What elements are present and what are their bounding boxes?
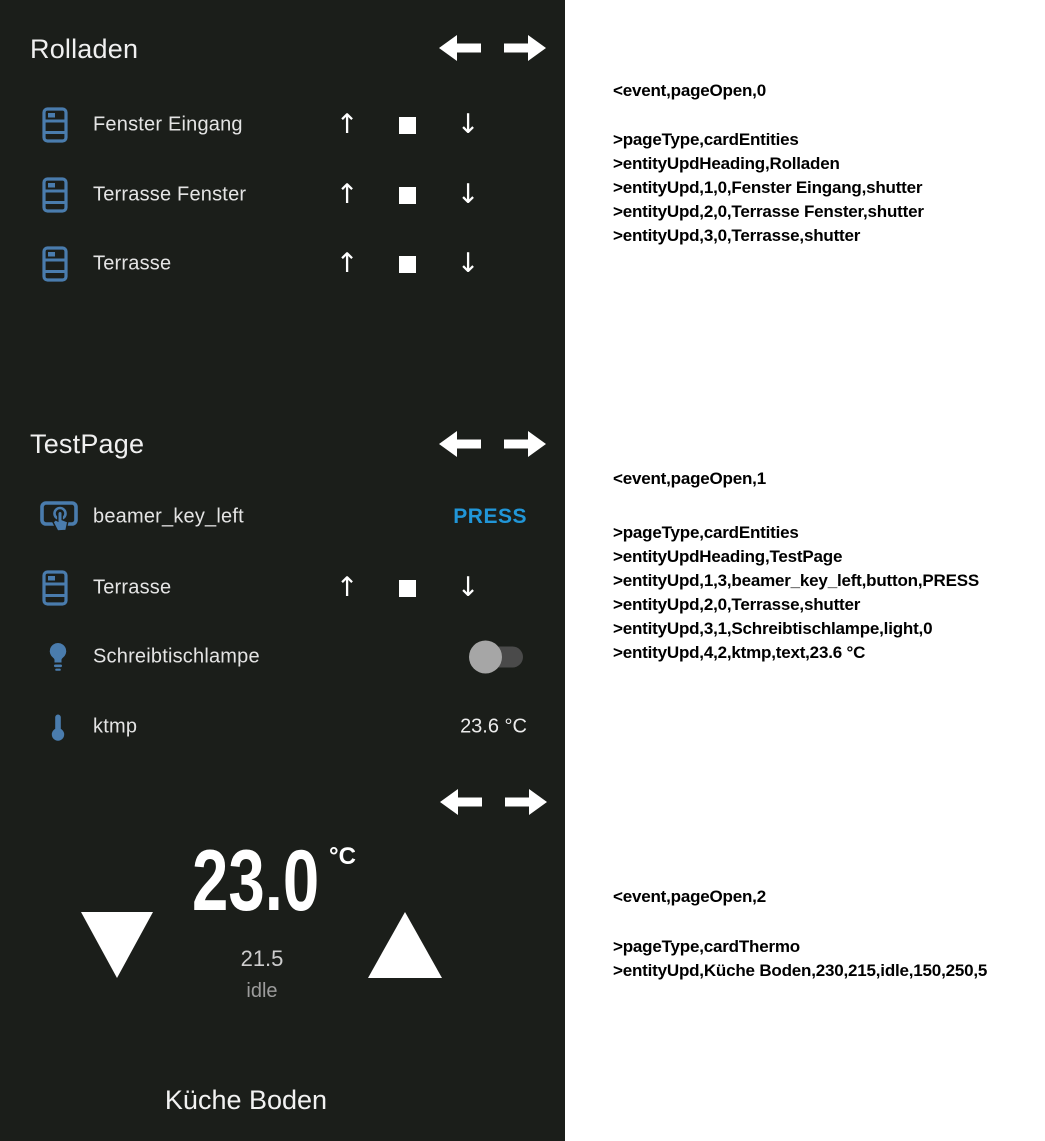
right-arrow-icon — [504, 428, 546, 460]
log-block-page2 — [613, 885, 987, 983]
page-title: TestPage — [30, 429, 145, 459]
touch-button-icon — [40, 500, 80, 534]
log-gap — [613, 491, 979, 521]
thermometer-icon — [51, 713, 65, 741]
shutter-stop-button[interactable] — [390, 571, 424, 605]
shutter-up-button[interactable]: ↑ — [329, 249, 365, 279]
shutter-down-button[interactable]: ↓ — [450, 180, 486, 210]
log-line: >entityUpd,2,0,Terrasse Fenster,shutter — [613, 202, 924, 221]
stop-square-icon — [399, 256, 416, 273]
temperature-value: 23.6 °C — [460, 715, 527, 738]
shutter-icon — [42, 570, 68, 606]
entity-label: Schreibtischlampe — [93, 645, 260, 668]
shutter-up-button[interactable]: ↑ — [329, 110, 365, 140]
shutter-down-button[interactable]: ↓ — [450, 110, 486, 140]
entity-row-fenster-eingang — [0, 90, 565, 160]
target-temperature: 21.5 — [240, 946, 284, 971]
left-arrow-icon — [439, 32, 481, 64]
log-line: >pageType,cardEntities — [613, 523, 799, 542]
entity-label: beamer_key_left — [93, 505, 244, 528]
entity-row-schreibtischlampe — [0, 622, 565, 692]
log-line: >entityUpd,3,0,Terrasse,shutter — [613, 226, 861, 245]
press-button[interactable]: PRESS — [453, 505, 527, 528]
entity-row-terrasse-fenster — [0, 160, 565, 230]
shutter-stop-button[interactable] — [390, 247, 424, 281]
temp-up-button[interactable] — [368, 912, 442, 978]
temp-down-button[interactable] — [81, 912, 153, 978]
shutter-up-button[interactable]: ↑ — [329, 573, 365, 603]
stop-square-icon — [399, 187, 416, 204]
thermostat-state: idle — [246, 980, 278, 1002]
log-line: >entityUpd,4,2,ktmp,text,23.6 °C — [613, 643, 866, 662]
entity-label: ktmp — [93, 715, 138, 738]
log-line: >entityUpdHeading,TestPage — [613, 547, 843, 566]
thermostat-name: Küche Boden — [164, 1085, 328, 1115]
shutter-down-button[interactable]: ↓ — [450, 573, 486, 603]
log-gap — [613, 103, 924, 128]
current-temperature: 23.0 — [192, 833, 320, 929]
log-line: >pageType,cardThermo — [613, 937, 800, 956]
next-page-button[interactable] — [504, 32, 546, 64]
page-title: Rolladen — [30, 34, 139, 64]
log-line: >entityUpd,3,1,Schreibtischlampe,light,0 — [613, 619, 933, 638]
entity-label: Terrasse — [93, 252, 172, 275]
light-toggle[interactable] — [473, 647, 523, 668]
entity-row-ktmp — [0, 692, 565, 762]
log-line: >entityUpd,Küche Boden,230,215,idle,150,250,5 — [613, 961, 988, 980]
log-gap — [613, 909, 987, 935]
log-block-page0 — [613, 79, 924, 248]
log-line: >entityUpd,1,0,Fenster Eingang,shutter — [613, 178, 923, 197]
toggle-knob — [469, 641, 502, 674]
right-arrow-icon — [505, 786, 547, 818]
temperature-unit: °C — [329, 843, 356, 870]
shutter-down-button[interactable]: ↓ — [450, 249, 486, 279]
entity-label: Terrasse Fenster — [93, 183, 247, 206]
shutter-up-button[interactable]: ↑ — [329, 180, 365, 210]
next-page-button[interactable] — [504, 428, 546, 460]
light-bulb-icon — [48, 642, 68, 672]
entity-label: Fenster Eingang — [93, 113, 243, 136]
log-line: >pageType,cardEntities — [613, 130, 799, 149]
shutter-icon — [42, 246, 68, 282]
prev-page-button[interactable] — [439, 32, 481, 64]
shutter-stop-button[interactable] — [390, 108, 424, 142]
log-event-line: <event,pageOpen,0 — [613, 81, 766, 100]
left-arrow-icon — [440, 786, 482, 818]
shutter-icon — [42, 107, 68, 143]
entity-label: Terrasse — [93, 576, 172, 599]
right-arrow-icon — [504, 32, 546, 64]
log-line: >entityUpdHeading,Rolladen — [613, 154, 840, 173]
left-arrow-icon — [439, 428, 481, 460]
log-event-line: <event,pageOpen,2 — [613, 887, 766, 906]
log-event-line: <event,pageOpen,1 — [613, 469, 766, 488]
log-line: >entityUpd,2,0,Terrasse,shutter — [613, 595, 861, 614]
entity-row-terrasse — [0, 229, 565, 299]
shutter-icon — [42, 177, 68, 213]
entity-row-terrasse — [0, 553, 565, 623]
prev-page-button[interactable] — [439, 428, 481, 460]
next-page-button[interactable] — [505, 786, 547, 818]
shutter-stop-button[interactable] — [390, 178, 424, 212]
entity-row-beamer-key-left — [0, 482, 565, 552]
stop-square-icon — [399, 117, 416, 134]
stop-square-icon — [399, 580, 416, 597]
log-line: >entityUpd,1,3,beamer_key_left,button,PRESS — [613, 571, 979, 590]
prev-page-button[interactable] — [440, 786, 482, 818]
log-block-page1 — [613, 467, 979, 665]
